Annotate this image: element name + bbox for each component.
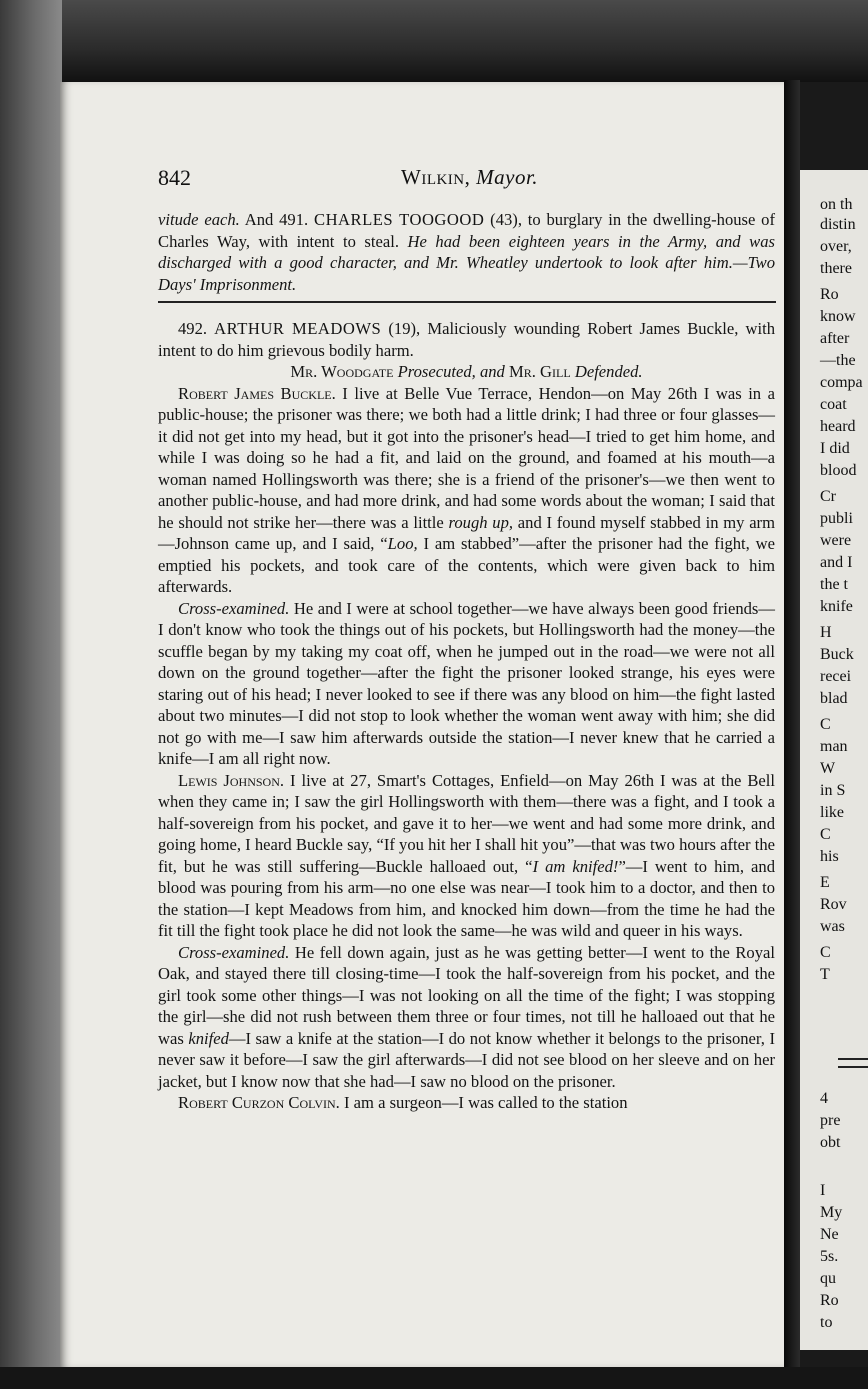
testimony-text: He and I were at school together—we have always been good friends—I don't know who took the things out of his pockets, but Hollingsworth had the money—the scuffle began by my taking my coat off, when he jumped out in the road—we were not all down on the ground together—after the fight the prisoner looked strange, his eyes were staring out of his head; I never looked to see if there was any blood on him—the fight lasted about two minutes—I did not stop to look whether the woman went away with him; she did not go with me—I saw him afterwards outside the station—I never knew that he carried a knife—I am all right now. — [158, 598, 775, 768]
facing-page-fragment: Ro — [820, 286, 839, 303]
facing-page-fragment: in S — [820, 782, 846, 799]
case-492-text — [158, 318, 775, 1114]
facing-page-fragment: Buck — [820, 646, 854, 663]
testimony-text: and I found myself stabbed in my arm—Johnson came up, and I said, “ — [158, 512, 775, 553]
facing-page-fragment: My — [820, 1204, 843, 1221]
facing-page-fragment: to — [820, 1314, 833, 1331]
facing-page-fragment: distin — [820, 216, 856, 233]
witness-johnson-testimony — [158, 770, 775, 942]
facing-page-fragment: Ro — [820, 1292, 839, 1309]
facing-page-fragment: man — [820, 738, 848, 755]
testimony-italic: I am knifed! — [532, 856, 619, 876]
prosecution-counsel: Mr. Woodgate — [290, 362, 394, 381]
facing-page-edge — [800, 170, 868, 1350]
testimony-text: ”—I went to him, and blood was pouring from his arm—no one else was near—I took him to a doctor, and then to the station—I kept Meadows from him, and knocked him down—from the time he had the fit till the fight took place he did not look the same—he was wild and queer in his ways. — [158, 856, 775, 940]
prosecution-role: Prosecuted, and — [393, 362, 509, 381]
witness-buckle-cross — [158, 598, 775, 770]
prev-case-text-a: And 491. — [239, 210, 314, 229]
facing-page-fragment: know — [820, 308, 856, 325]
facing-page-fragment: knife — [820, 598, 853, 615]
previous-case-text — [158, 209, 775, 295]
running-head-title: Mayor. — [476, 165, 539, 189]
facing-page-fragment: I did — [820, 440, 850, 457]
running-header — [158, 165, 778, 195]
facing-page-fragment: heard — [820, 418, 856, 435]
witness-name-johnson: Lewis Johnson. — [178, 770, 285, 790]
facing-page-fragment: Ne — [820, 1226, 839, 1243]
witness-johnson-cross — [158, 942, 775, 1093]
facing-page-fragment: E — [820, 874, 830, 891]
facing-page-fragment: coat — [820, 396, 847, 413]
facing-page-fragment: over, — [820, 238, 852, 255]
prev-case-lead: vitude each. — [158, 210, 240, 229]
testimony-text: —I saw a knife at the station—I do not know whether it belongs to the prisoner, I never saw it before—I saw the girl afterwards—I did not see blood on her sleeve and on her jacket, but I know now that she had—I saw no blood on the prisoner. — [158, 1028, 775, 1091]
page-gutter — [784, 80, 800, 1370]
facing-page-fragment: were — [820, 532, 852, 549]
cross-examined-label: Cross-examined. — [178, 598, 290, 618]
facing-page-fragment: —the — [820, 352, 856, 369]
testimony-italic: Loo, — [387, 534, 418, 553]
testimony-text: I live at 27, Smart's Cottages, Enfield—on May 26th I was at the Bell when they came in; I saw the girl Hollingsworth with them—there was a fight, and I took a half-sovereign from his pocket, and gave it to her—we went and had some more drink, and going home, I heard Buckle say, “If you hit her I shall hit you”—that was two hours after the fit, but he was still suffering—Buckle halloaed out, “ — [158, 770, 775, 876]
testimony-text: He fell down again, just as he was getting better—I went to the Royal Oak, and stayed there till closing-time—I took the half-sovereign from his pocket, and the girl took some other things—I was not looking on all the time of the fight; I was stopping the girl—she did not rush between them three or four times, not till he halloaed out that he was — [158, 942, 775, 1048]
book-spine-fold — [0, 0, 62, 1389]
facing-page-fragment: C — [820, 944, 831, 961]
facing-page-fragment: Cr — [820, 488, 836, 505]
running-head — [401, 165, 538, 190]
witness-name-buckle: Robert James Buckle. — [178, 383, 336, 403]
running-head-name: Wilkin, — [401, 165, 471, 189]
prev-case-sentence: He had been eighteen years in the Army, and was discharged with a good character, and Mr. Wheatley undertook to look after him.—Two Days' Imprisonment. — [158, 231, 775, 294]
facing-page-fragment: there — [820, 260, 852, 277]
testimony-text: I am a surgeon—I was called to the station — [339, 1093, 628, 1112]
facing-page-fragment: C — [820, 826, 831, 843]
facing-page-fragment: blad — [820, 690, 848, 707]
case-charge: (19), Maliciously wounding Robert James Buckle, with intent to do him grievous bodily harm. — [158, 319, 775, 360]
witness-colvin-testimony — [158, 1092, 775, 1114]
facing-page-fragment: on th — [820, 196, 853, 213]
facing-page-fragment: publi — [820, 510, 853, 527]
scanner-background — [0, 0, 868, 82]
section-rule — [158, 301, 776, 303]
facing-page-fragment: the t — [820, 576, 848, 593]
facing-page-fragment: and I — [820, 554, 853, 571]
case-defendant: ARTHUR MEADOWS — [214, 319, 382, 338]
counsel-line — [158, 361, 775, 383]
facing-page-fragment: pre — [820, 1112, 841, 1129]
defence-counsel: Mr. Gill — [509, 362, 571, 381]
testimony-text: I am stabbed”—after the prisoner had the fight, we emptied his pockets, and took care of the contents, which were given back to him afterwards. — [158, 534, 776, 596]
facing-page-fragment: H — [820, 624, 832, 641]
cross-examined-label: Cross-examined. — [178, 942, 290, 962]
prev-case-text-b: (43), to burglary in the dwelling-house of Charles Way, with intent to steal. — [158, 210, 775, 251]
facing-page-fragment: T — [820, 966, 830, 983]
prev-case-defendant: CHARLES TOOGOOD — [314, 210, 485, 229]
facing-page-fragment: obt — [820, 1134, 841, 1151]
page-number: 842 — [158, 165, 191, 190]
testimony-italic: rough up, — [448, 512, 514, 532]
facing-page-fragment: 4 — [820, 1090, 828, 1107]
testimony-text: I live at Belle Vue Terrace, Hendon—on May 26th I was in a public-house; the prisoner was there; we both had a little drink; I had three or four glasses—it did not get into my head, but it got into the prisoner's head—I tried to get him home, and while I was doing so he had a fit, and laid on the ground, and foamed at his mouth—a woman named Hollingsworth was there; she is a friend of the prisoner's—we then went to another public-house, and had more drink, and had some words about the woman; I said that he should not strike her—there was a little — [158, 383, 775, 532]
facing-page-fragment: blood — [820, 462, 857, 479]
facing-page-fragment: qu — [820, 1270, 836, 1287]
scanner-bottom — [0, 1367, 868, 1389]
facing-page-fragment: like — [820, 804, 844, 821]
facing-page-fragment: compa — [820, 374, 863, 391]
witness-buckle-testimony — [158, 383, 775, 598]
testimony-italic: knifed — [188, 1028, 229, 1048]
witness-name-colvin: Robert Curzon Colvin. — [178, 1093, 340, 1112]
facing-page-rule — [838, 1058, 868, 1068]
facing-page-fragment: W — [820, 760, 836, 777]
facing-page-fragment: I — [820, 1182, 826, 1199]
facing-page-fragment: C — [820, 716, 831, 733]
facing-page-fragment: was — [820, 918, 845, 935]
facing-page-fragment: 5s. — [820, 1248, 839, 1265]
facing-page-fragment: after — [820, 330, 850, 347]
facing-page-fragment: Rov — [820, 896, 847, 913]
facing-page-fragment: his — [820, 848, 839, 865]
defence-role: Defended. — [570, 362, 643, 381]
case-number: 492. — [178, 319, 215, 338]
facing-page-fragment: recei — [820, 668, 852, 685]
